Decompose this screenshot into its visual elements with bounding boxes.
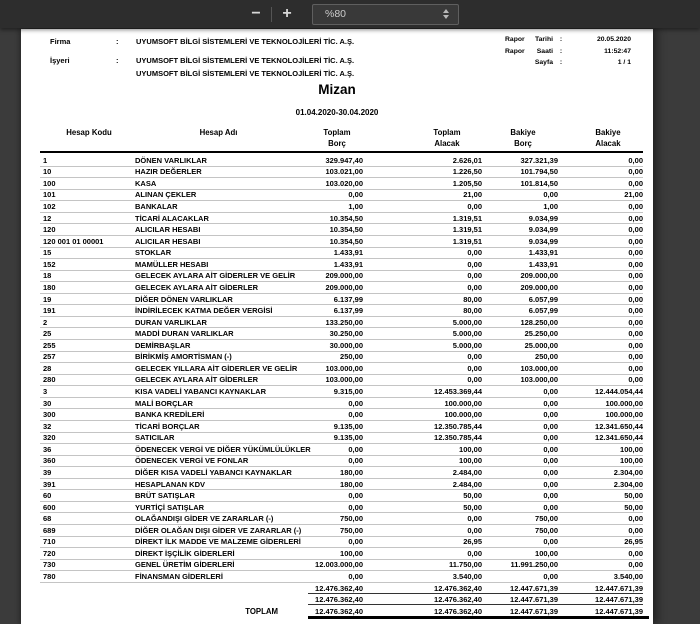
cell-hesap-adi: BANKA KREDİLERİ xyxy=(135,410,205,420)
cell-toplam-alacak: 1.319,51 xyxy=(452,236,482,246)
cell-hesap-kodu: 120 xyxy=(43,225,56,235)
cell-bakiye-alacak: 0,00 xyxy=(628,294,643,304)
cell-bakiye-alacak: 0,00 xyxy=(628,560,643,570)
cell-toplam-alacak: 2.484,00 xyxy=(452,479,482,489)
table-row xyxy=(40,259,643,271)
cell-bakiye-alacak: 50,00 xyxy=(624,491,643,501)
table-row xyxy=(40,305,643,317)
firma-colon: : xyxy=(116,37,119,46)
cell-bakiye-alacak: 0,00 xyxy=(628,167,643,177)
header-toplam-borc: Toplam Borç xyxy=(323,128,351,148)
cell-toplam-borc: 0,00 xyxy=(348,410,363,420)
cell-bakiye-alacak: 0,00 xyxy=(628,155,643,165)
cell-hesap-kodu: 280 xyxy=(43,375,56,385)
cell-hesap-kodu: 300 xyxy=(43,410,56,420)
cell-hesap-kodu: 101 xyxy=(43,190,56,200)
cell-toplam-borc: 0,00 xyxy=(348,572,363,582)
table-row xyxy=(40,571,643,583)
cell-toplam-borc: 0,00 xyxy=(348,456,363,466)
mizan-table xyxy=(40,128,643,617)
cell-bakiye-borc: 0,00 xyxy=(543,410,558,420)
cell-bakiye-alacak: 0,00 xyxy=(628,306,643,316)
totals-bottom-rule xyxy=(308,616,649,619)
cell-toplam-borc: 9.135,00 xyxy=(333,421,363,431)
cell-toplam-alacak: 0,00 xyxy=(467,259,482,269)
cell-hesap-kodu: 320 xyxy=(43,433,56,443)
header-bakiye-borc: Bakiye Borç xyxy=(510,128,536,148)
table-row xyxy=(40,155,643,167)
cell-bakiye-alacak: 0,00 xyxy=(628,363,643,373)
firma-label: Firma xyxy=(50,37,71,46)
cell-toplam-borc: 1.433,91 xyxy=(333,248,363,258)
cell-hesap-kodu: 360 xyxy=(43,456,56,466)
cell-hesap-kodu: 180 xyxy=(43,282,56,292)
cell-bakiye-alacak: 12.444.054,44 xyxy=(595,387,643,397)
cell-hesap-kodu: 12 xyxy=(43,213,52,223)
table-row xyxy=(40,456,643,468)
cell-bakiye-borc: 750,00 xyxy=(535,525,558,535)
cell-toplam-alacak: 0,00 xyxy=(467,514,482,524)
cell-hesap-adi: TİCARİ BORÇLAR xyxy=(135,421,200,431)
cell-toplam-alacak: 0,00 xyxy=(467,202,482,212)
cell-bakiye-alacak: 0,00 xyxy=(628,525,643,535)
header-hesap-kodu: Hesap Kodu xyxy=(66,128,112,137)
table-row xyxy=(40,386,643,398)
cell-bakiye-borc: 0,00 xyxy=(543,491,558,501)
cell-toplam-borc: 250,00 xyxy=(340,352,363,362)
cell-bakiye-alacak: 26,95 xyxy=(624,537,643,547)
cell-bakiye-borc: 0,00 xyxy=(543,456,558,466)
table-row xyxy=(40,409,643,421)
cell-bakiye-alacak: 0,00 xyxy=(628,236,643,246)
cell-toplam-borc: 750,00 xyxy=(340,514,363,524)
cell-bakiye-alacak: 2.304,00 xyxy=(613,479,643,489)
cell-toplam-borc: 10.354,50 xyxy=(329,213,363,223)
cell-bakiye-alacak: 0,00 xyxy=(628,317,643,327)
cell-toplam-borc: 0,00 xyxy=(348,444,363,454)
cell-hesap-adi: ALICILAR HESABI xyxy=(135,236,201,246)
cell-hesap-kodu: 710 xyxy=(43,537,56,547)
cell-toplam-alacak: 5.000,00 xyxy=(452,329,482,339)
cell-bakiye-alacak: 0,00 xyxy=(628,259,643,269)
cell-toplam-alacak: 12.350.785,44 xyxy=(434,433,482,443)
table-row xyxy=(40,433,643,445)
table-row xyxy=(40,548,643,560)
report-date-range: 01.04.2020-30.04.2020 xyxy=(295,108,379,117)
table-row xyxy=(40,421,643,433)
cell-bakiye-alacak: 0,00 xyxy=(628,282,643,292)
cell-hesap-adi: GELECEK AYLARA AİT GİDERLER xyxy=(135,282,259,292)
cell-hesap-adi: ALICILAR HESABI xyxy=(135,225,201,235)
zoom-out-button[interactable]: − xyxy=(241,3,271,25)
cell-toplam-alacak: 100,00 xyxy=(459,456,482,466)
cell-bakiye-alacak: 0,00 xyxy=(628,202,643,212)
cell-toplam-alacak: 100.000,00 xyxy=(444,410,482,420)
cell-toplam-borc: 30.000,00 xyxy=(329,340,363,350)
totals-row-2: 12.476.362,40 12.476.362,40 12.447.671,39 12.447.671,39 xyxy=(40,594,643,605)
cell-toplam-alacak: 50,00 xyxy=(463,491,482,501)
cell-bakiye-borc: 0,00 xyxy=(543,398,558,408)
cell-bakiye-borc: 1,00 xyxy=(543,202,558,212)
header-toplam-alacak: Toplam Alacak xyxy=(433,128,461,148)
rapor-saati-label: Rapor Saati xyxy=(505,47,553,55)
table-row xyxy=(40,513,643,525)
cell-toplam-borc: 0,00 xyxy=(348,190,363,200)
cell-toplam-borc: 6.137,99 xyxy=(333,306,363,316)
cell-toplam-borc: 103.000,00 xyxy=(325,375,363,385)
cell-hesap-kodu: 25 xyxy=(43,329,52,339)
cell-bakiye-alacak: 0,00 xyxy=(628,248,643,258)
sayfa-value: 1 / 1 xyxy=(617,59,631,66)
table-header-row xyxy=(40,128,643,153)
table-row xyxy=(40,294,643,306)
cell-toplam-alacak: 0,00 xyxy=(467,548,482,558)
cell-bakiye-borc: 0,00 xyxy=(543,502,558,512)
cell-bakiye-alacak: 0,00 xyxy=(628,375,643,385)
table-row xyxy=(40,213,643,225)
cell-hesap-adi: FİNANSMAN GİDERLERİ xyxy=(135,572,223,582)
cell-toplam-borc: 180,00 xyxy=(340,467,363,477)
cell-hesap-kodu: 255 xyxy=(43,340,56,350)
cell-toplam-borc: 1.433,91 xyxy=(333,259,363,269)
cell-bakiye-borc: 103.000,00 xyxy=(520,375,558,385)
cell-toplam-borc: 9.135,00 xyxy=(333,433,363,443)
cell-hesap-adi: YURTİÇİ SATIŞLAR xyxy=(135,502,205,512)
cell-toplam-alacak: 1.319,51 xyxy=(452,225,482,235)
cell-toplam-borc: 0,00 xyxy=(348,398,363,408)
cell-hesap-adi: MADDİ DURAN VARLIKLAR xyxy=(135,329,234,339)
cell-hesap-adi: GENEL ÜRETİM GİDERLERİ xyxy=(135,560,235,570)
table-row xyxy=(40,479,643,491)
isyeri-value-line1: UYUMSOFT BİLGİ SİSTEMLERİ VE TEKNOLOJİLERİ TİC. A.Ş. xyxy=(136,56,355,65)
cell-bakiye-alacak: 50,00 xyxy=(624,502,643,512)
cell-bakiye-borc: 103.000,00 xyxy=(520,363,558,373)
cell-bakiye-alacak: 100,00 xyxy=(620,444,643,454)
cell-toplam-alacak: 12.350.785,44 xyxy=(434,421,482,431)
cell-toplam-borc: 10.354,50 xyxy=(329,236,363,246)
cell-bakiye-alacak: 3.540,00 xyxy=(613,572,643,582)
cell-hesap-adi: BANKALAR xyxy=(135,202,178,212)
table-row xyxy=(40,201,643,213)
cell-hesap-adi: MAMÜLLER HESABI xyxy=(135,259,209,269)
cell-hesap-kodu: 257 xyxy=(43,352,56,362)
cell-hesap-kodu: 15 xyxy=(43,248,52,258)
table-row xyxy=(40,363,643,375)
cell-bakiye-borc: 0,00 xyxy=(543,467,558,477)
table-row xyxy=(40,444,643,456)
cell-bakiye-alacak: 0,00 xyxy=(628,178,643,188)
cell-bakiye-borc: 750,00 xyxy=(535,514,558,524)
cell-bakiye-borc: 0,00 xyxy=(543,190,558,200)
table-row xyxy=(40,317,643,329)
cell-bakiye-borc: 101.814,50 xyxy=(520,178,558,188)
cell-toplam-alacak: 0,00 xyxy=(467,282,482,292)
cell-hesap-kodu: 32 xyxy=(43,421,52,431)
isyeri-label: İşyeri xyxy=(50,56,70,65)
cell-bakiye-borc: 128.250,00 xyxy=(520,317,558,327)
cell-bakiye-borc: 25.250,00 xyxy=(524,329,558,339)
cell-hesap-kodu: 3 xyxy=(43,387,48,397)
table-row xyxy=(40,248,643,260)
cell-hesap-kodu: 780 xyxy=(43,572,56,582)
cell-bakiye-borc: 0,00 xyxy=(543,421,558,431)
cell-hesap-adi: GELECEK YILLARA AİT GİDERLER VE GELİR xyxy=(135,363,298,373)
isyeri-value-line2: UYUMSOFT BİLGİ SİSTEMLERİ VE TEKNOLOJİLERİ TİC. A.Ş. xyxy=(136,69,355,78)
select-spinner-icon xyxy=(443,9,449,19)
zoom-in-button[interactable]: + xyxy=(272,3,302,25)
table-row xyxy=(40,560,643,572)
cell-hesap-kodu: 152 xyxy=(43,259,56,269)
cell-hesap-adi: HAZIR DEĞERLER xyxy=(135,167,202,177)
cell-toplam-borc: 133.250,00 xyxy=(325,317,363,327)
cell-hesap-kodu: 600 xyxy=(43,502,56,512)
cell-toplam-alacak: 1.319,51 xyxy=(452,213,482,223)
table-row xyxy=(40,525,643,537)
rapor-tarihi-value: 20.05.2020 xyxy=(596,36,631,43)
cell-toplam-alacak: 5.000,00 xyxy=(452,317,482,327)
cell-hesap-kodu: 1 xyxy=(43,155,48,165)
cell-bakiye-borc: 9.034,99 xyxy=(528,213,558,223)
table-row xyxy=(40,537,643,549)
cell-toplam-borc: 100,00 xyxy=(340,548,363,558)
table-row xyxy=(40,178,643,190)
cell-hesap-kodu: 2 xyxy=(43,317,48,327)
cell-hesap-kodu: 68 xyxy=(43,514,52,524)
totals-row-1: 12.476.362,40 12.476.362,40 12.447.671,39 12.447.671,39 xyxy=(40,583,643,594)
table-row xyxy=(40,398,643,410)
cell-hesap-kodu: 19 xyxy=(43,294,52,304)
cell-hesap-adi: STOKLAR xyxy=(135,248,172,258)
cell-toplam-alacak: 11.750,00 xyxy=(449,560,482,570)
cell-hesap-adi: DİĞER KISA VADELİ YABANCI KAYNAKLAR xyxy=(135,467,292,477)
cell-hesap-adi: DİĞER DÖNEN VARLIKLAR xyxy=(135,294,233,304)
cell-toplam-alacak: 0,00 xyxy=(467,271,482,281)
cell-hesap-kodu: 39 xyxy=(43,467,52,477)
cell-toplam-borc: 0,00 xyxy=(348,491,363,501)
cell-bakiye-borc: 100,00 xyxy=(535,548,558,558)
cell-toplam-borc: 12.003.000,00 xyxy=(315,560,363,570)
cell-bakiye-alacak: 21,00 xyxy=(624,190,643,200)
cell-hesap-adi: SATICILAR xyxy=(135,433,175,443)
table-row xyxy=(40,167,643,179)
cell-bakiye-alacak: 0,00 xyxy=(628,514,643,524)
cell-bakiye-alacak: 0,00 xyxy=(628,340,643,350)
totals-row-final: TOPLAM 12.476.362,40 12.476.362,40 12.447.671,39 12.447.671,39 xyxy=(40,605,643,616)
cell-hesap-kodu: 102 xyxy=(43,202,56,212)
cell-hesap-adi: GELECEK AYLARA AİT GİDERLER VE GELİR xyxy=(135,271,296,281)
cell-hesap-adi: ÖDENECEK VERGİ VE FONLAR xyxy=(135,456,249,466)
cell-hesap-adi: İNDİRİLECEK KATMA DEĞER VERGİSİ xyxy=(135,306,273,316)
cell-toplam-alacak: 1.226,50 xyxy=(452,167,482,177)
cell-toplam-alacak: 80,00 xyxy=(463,294,482,304)
cell-bakiye-alacak: 0,00 xyxy=(628,548,643,558)
cell-bakiye-borc: 101.794,50 xyxy=(520,167,558,177)
cell-toplam-alacak: 50,00 xyxy=(463,502,482,512)
cell-bakiye-alacak: 100,00 xyxy=(620,456,643,466)
cell-bakiye-borc: 250,00 xyxy=(535,352,558,362)
cell-bakiye-borc: 6.057,99 xyxy=(528,294,558,304)
sayfa-label: Sayfa xyxy=(534,59,553,66)
table-row xyxy=(40,490,643,502)
cell-hesap-adi: DURAN VARLIKLAR xyxy=(135,317,207,327)
cell-hesap-kodu: 28 xyxy=(43,363,52,373)
report-meta-block: Rapor Tarihi : 20.05.2020 Rapor Saati : 11:52:47 Sayfa : 1 / 1 xyxy=(505,34,637,69)
table-row xyxy=(40,467,643,479)
cell-hesap-kodu: 191 xyxy=(43,306,56,316)
table-body xyxy=(40,153,643,583)
cell-bakiye-alacak: 2.304,00 xyxy=(613,467,643,477)
cell-toplam-alacak: 2.484,00 xyxy=(452,467,482,477)
table-row xyxy=(40,271,643,283)
isyeri-colon: : xyxy=(116,56,119,65)
cell-hesap-adi: BİRİKMİŞ AMORTİSMAN (-) xyxy=(135,352,232,362)
table-row xyxy=(40,375,643,387)
cell-hesap-adi: HESAPLANAN KDV xyxy=(135,479,206,489)
cell-bakiye-borc: 25.000,00 xyxy=(524,340,558,350)
cell-toplam-borc: 209.000,00 xyxy=(325,282,363,292)
table-row xyxy=(40,340,643,352)
cell-hesap-adi: OLAĞANDIŞI GİDER VE ZARARLAR (-) xyxy=(135,514,274,524)
cell-toplam-borc: 9.315,00 xyxy=(333,387,363,397)
cell-bakiye-borc: 9.034,99 xyxy=(528,225,558,235)
company-info-block xyxy=(50,35,354,79)
cell-hesap-kodu: 18 xyxy=(43,271,52,281)
rapor-tarihi-label: Rapor Tarihi xyxy=(505,36,553,43)
rapor-saati-value: 11:52:47 xyxy=(604,47,631,55)
cell-hesap-kodu: 30 xyxy=(43,398,52,408)
table-row xyxy=(40,190,643,202)
firma-value: UYUMSOFT BİLGİ SİSTEMLERİ VE TEKNOLOJİLERİ TİC. A.Ş. xyxy=(136,37,355,46)
cell-hesap-kodu: 720 xyxy=(43,548,56,558)
cell-bakiye-borc: 327.321,39 xyxy=(520,155,558,165)
cell-bakiye-borc: 209.000,00 xyxy=(520,271,558,281)
zoom-level-select[interactable] xyxy=(312,4,459,25)
cell-bakiye-alacak: 12.341.650,44 xyxy=(595,433,643,443)
header-bakiye-alacak: Bakiye Alacak xyxy=(595,128,621,148)
cell-bakiye-alacak: 100.000,00 xyxy=(605,410,643,420)
cell-bakiye-borc: 1.433,91 xyxy=(528,248,558,258)
table-row xyxy=(40,236,643,248)
cell-hesap-kodu: 36 xyxy=(43,444,52,454)
table-row xyxy=(40,352,643,364)
cell-toplam-borc: 1,00 xyxy=(348,202,363,212)
cell-toplam-borc: 180,00 xyxy=(340,479,363,489)
cell-hesap-adi: DİREKT İLK MADDE VE MALZEME GİDERLERİ xyxy=(135,537,301,547)
cell-bakiye-borc: 1.433,91 xyxy=(528,259,558,269)
cell-hesap-adi: GELECEK AYLARA AİT GİDERLER xyxy=(135,375,259,385)
toplam-label: TOPLAM xyxy=(245,606,278,616)
cell-toplam-borc: 103.021,00 xyxy=(325,167,363,177)
zoom-level-value: %80 xyxy=(325,8,347,20)
cell-hesap-adi: BRÜT SATIŞLAR xyxy=(135,491,195,501)
cell-hesap-adi: ALINAN ÇEKLER xyxy=(135,190,197,200)
cell-toplam-borc: 30.250,00 xyxy=(329,329,363,339)
cell-toplam-alacak: 0,00 xyxy=(467,248,482,258)
table-row xyxy=(40,328,643,340)
cell-toplam-alacak: 26,95 xyxy=(463,537,482,547)
cell-bakiye-alacak: 0,00 xyxy=(628,271,643,281)
cell-toplam-alacak: 12.453.369,44 xyxy=(434,387,482,397)
cell-toplam-alacak: 21,00 xyxy=(463,190,482,200)
cell-toplam-alacak: 0,00 xyxy=(467,352,482,362)
cell-hesap-adi: DİĞER OLAĞAN DIŞI GİDER VE ZARARLAR (-) xyxy=(135,525,302,535)
cell-toplam-borc: 6.137,99 xyxy=(333,294,363,304)
header-hesap-adi: Hesap Adı xyxy=(199,128,238,137)
cell-hesap-kodu: 391 xyxy=(43,479,56,489)
cell-toplam-borc: 750,00 xyxy=(340,525,363,535)
cell-bakiye-alacak: 100.000,00 xyxy=(605,398,643,408)
cell-hesap-kodu: 100 xyxy=(43,178,56,188)
cell-toplam-alacak: 100.000,00 xyxy=(444,398,482,408)
cell-toplam-borc: 329.947,40 xyxy=(325,155,363,165)
page-title: Mizan xyxy=(318,82,356,97)
cell-bakiye-borc: 0,00 xyxy=(543,479,558,489)
cell-toplam-borc: 103.000,00 xyxy=(325,363,363,373)
cell-toplam-alacak: 2.626,01 xyxy=(452,155,482,165)
cell-toplam-borc: 209.000,00 xyxy=(325,271,363,281)
cell-bakiye-borc: 209.000,00 xyxy=(520,282,558,292)
table-row xyxy=(40,502,643,514)
cell-toplam-alacak: 0,00 xyxy=(467,363,482,373)
cell-bakiye-borc: 0,00 xyxy=(543,572,558,582)
cell-hesap-kodu: 120 001 01 00001 xyxy=(43,236,104,246)
cell-toplam-alacak: 1.205,50 xyxy=(452,178,482,188)
viewer-toolbar xyxy=(0,0,700,28)
cell-toplam-alacak: 100,00 xyxy=(459,444,482,454)
cell-hesap-adi: TİCARİ ALACAKLAR xyxy=(135,213,209,223)
table-row xyxy=(40,282,643,294)
cell-toplam-borc: 103.020,00 xyxy=(325,178,363,188)
cell-bakiye-borc: 11.991.250,00 xyxy=(510,560,558,570)
cell-hesap-kodu: 730 xyxy=(43,560,56,570)
cell-toplam-borc: 0,00 xyxy=(348,537,363,547)
cell-toplam-alacak: 0,00 xyxy=(467,375,482,385)
cell-hesap-adi: DEMİRBAŞLAR xyxy=(135,340,191,350)
report-page xyxy=(21,29,653,624)
cell-bakiye-alacak: 0,00 xyxy=(628,329,643,339)
cell-hesap-adi: KASA xyxy=(135,178,157,188)
table-totals xyxy=(40,583,643,617)
cell-hesap-adi: DÖNEN VARLIKLAR xyxy=(135,155,207,165)
cell-bakiye-borc: 0,00 xyxy=(543,444,558,454)
cell-hesap-adi: ÖDENECEK VERGİ VE DİĞER YÜKÜMLÜLÜKLER xyxy=(135,444,311,454)
cell-bakiye-alacak: 12.341.650,44 xyxy=(595,421,643,431)
cell-toplam-borc: 10.354,50 xyxy=(329,225,363,235)
cell-hesap-kodu: 10 xyxy=(43,167,52,177)
cell-bakiye-alacak: 0,00 xyxy=(628,352,643,362)
cell-bakiye-borc: 0,00 xyxy=(543,537,558,547)
cell-toplam-borc: 0,00 xyxy=(348,502,363,512)
cell-bakiye-alacak: 0,00 xyxy=(628,225,643,235)
cell-bakiye-borc: 6.057,99 xyxy=(528,306,558,316)
cell-toplam-alacak: 3.540,00 xyxy=(452,572,482,582)
cell-bakiye-borc: 0,00 xyxy=(543,387,558,397)
cell-hesap-adi: DİREKT İŞÇİLİK GİDERLERİ xyxy=(135,548,235,558)
cell-hesap-adi: MALİ BORÇLAR xyxy=(135,398,193,408)
cell-bakiye-borc: 9.034,99 xyxy=(528,236,558,246)
cell-bakiye-alacak: 0,00 xyxy=(628,213,643,223)
cell-toplam-alacak: 80,00 xyxy=(463,306,482,316)
cell-hesap-kodu: 60 xyxy=(43,491,52,501)
cell-hesap-kodu: 689 xyxy=(43,525,56,535)
cell-hesap-adi: KISA VADELİ YABANCI KAYNAKLAR xyxy=(135,387,266,397)
cell-bakiye-borc: 0,00 xyxy=(543,433,558,443)
cell-toplam-alacak: 5.000,00 xyxy=(452,340,482,350)
cell-toplam-alacak: 0,00 xyxy=(467,525,482,535)
table-row xyxy=(40,224,643,236)
